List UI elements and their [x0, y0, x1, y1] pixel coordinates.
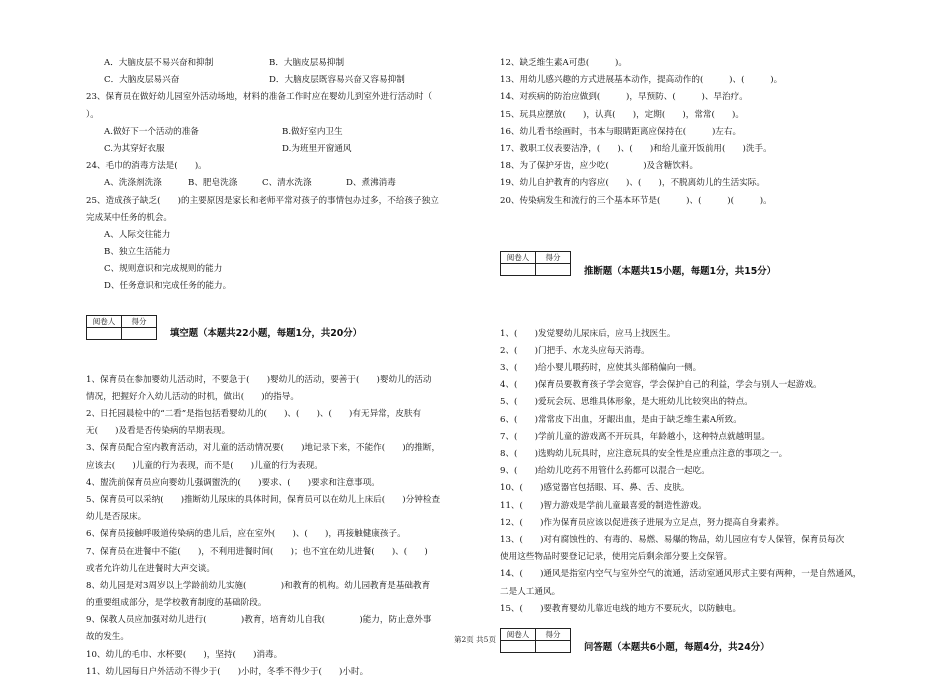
fill-line: 12、缺乏维生素A可患( )。 — [500, 58, 627, 68]
tf-line: 7、( )学前儿童的游戏离不开玩具，年龄越小，这种特点就越明显。 — [500, 431, 770, 442]
option: A、洗涤剂洗涤 — [104, 178, 162, 189]
tf-line: 14、( )通风是指室内空气与室外空气的流通，活动室通风形式主要有两种，一是自然通风， — [500, 569, 862, 580]
score-label: 得分 — [536, 628, 571, 640]
tf-line: 二是人工通风。 — [500, 586, 561, 597]
fill-line: 16、幼儿看书绘画时，书本与眼睛距离应保持在( )左右。 — [500, 126, 742, 137]
section-title: 问答题（本题共6小题，每题4分，共24分） — [584, 641, 770, 653]
option: B．大脑皮层易抑制 — [269, 58, 345, 68]
fill-section-header — [86, 296, 486, 372]
q22-options-row-2 — [86, 72, 486, 89]
fill-line: 18、为了保护牙齿，应少吃( )及含糖饮料。 — [500, 161, 699, 172]
option: C、规则意识和完成规则的能力 — [104, 264, 223, 275]
fill-line: 14、对疾病的防治应做到( )，早预防、( )、早治疗。 — [500, 92, 748, 103]
fill-line: 7、保育员在进餐中不能( )，不利用进餐时间( )；也不宜在幼儿进餐( )、( ) — [86, 546, 428, 557]
tf-line: 11、( )智力游戏是学前儿童最喜爱的制造性游戏。 — [500, 500, 707, 511]
fill-line: 3、保育员配合室内教育活动，对儿童的活动情况要( )地记录下来，不能作( )的推断， — [86, 443, 441, 454]
score-cell — [122, 327, 157, 339]
q22-options-row-1 — [86, 55, 486, 72]
option: D、任务意识和完成任务的能力。 — [104, 281, 232, 292]
fill-line: 1、保育员在参加婴幼儿活动时，不要急于( )婴幼儿的活动，要善于( )婴幼儿的活动 — [86, 374, 432, 385]
tf-line: 9、( )给幼儿吃药不用管什么药都可以混合一起吃。 — [500, 466, 710, 477]
tf-line: 12、( )作为保育员应该以促进孩子进展为立足点，努力提高自身素养。 — [500, 517, 785, 528]
tf-line: 2、( )门把手、水龙头应每天消毒。 — [500, 345, 650, 356]
tf-section-header — [500, 210, 908, 326]
option: C、清水洗涤 — [262, 178, 312, 189]
score-box — [86, 315, 157, 340]
fill-line: 20、传染病发生和流行的三个基本环节是( )、( )( )。 — [500, 195, 772, 206]
section-title: 推断题（本题共15小题，每题1分，共15分） — [584, 265, 776, 277]
question-24: 24、毛巾的消毒方法是( )。 — [86, 161, 207, 172]
q24-options — [86, 175, 486, 192]
page-footer: 第2页 共5页 — [454, 635, 496, 644]
tf-line: 6、( )常常皮下出血，牙龈出血，是由于缺乏维生素A所致。 — [500, 414, 742, 425]
fill-line: 幼儿是否尿床。 — [86, 512, 147, 523]
option: B.做好室内卫生 — [282, 126, 343, 137]
option: D、煮沸消毒 — [346, 178, 396, 189]
score-box — [500, 251, 571, 276]
scorer-cell — [501, 263, 536, 275]
tf-line: 1、( )发觉婴幼儿尿床后，应马上找医生。 — [500, 328, 676, 339]
score-label: 得分 — [536, 251, 571, 263]
option: A．大脑皮层不易兴奋和抑制 — [104, 58, 214, 68]
score-cell — [536, 263, 571, 275]
fill-line: 19、幼儿自护教育的内容应( )、( )，不脱离幼儿的生活实际。 — [500, 178, 765, 189]
fill-line: 11、幼儿园每日户外活动不得少于( )小时，冬季不得少于( )小时。 — [86, 666, 369, 677]
option: D.为班里开窗通风 — [282, 143, 352, 154]
option: A、人际交往能力 — [104, 229, 171, 240]
tf-line: 15、( )要教育婴幼儿靠近电线的地方不要玩火，以防触电。 — [500, 603, 742, 614]
fill-line: 8、幼儿园是对3周岁以上学龄前幼儿实施( )和教育的机构。幼儿园教育是基础教育 — [86, 580, 431, 591]
scorer-label: 阅卷人 — [501, 628, 536, 640]
fill-line: 的重要组成部分，是学校教育制度的基础阶段。 — [86, 598, 267, 609]
fill-line: 6、保育员接触呼吸道传染病的患儿后，应在室外( )、( )，再接触健康孩子。 — [86, 529, 406, 540]
tf-line: 8、( )选购幼儿玩具时，应注意玩具的安全性是应重点注意的事项之一。 — [500, 449, 788, 459]
option: C．大脑皮层易兴奋 — [104, 75, 180, 86]
fill-line: 5、保育员可以采纳( )推断幼儿尿床的具体时间，保育员可以在幼儿上床后( )分钟检查 — [86, 494, 441, 505]
option: A.做好下一个活动的准备 — [104, 126, 199, 137]
fill-line: 或者允许幼儿在进餐时大声交谈。 — [86, 563, 215, 574]
question-23-cont: ）。 — [86, 109, 99, 120]
option: B、独立生活能力 — [104, 247, 171, 258]
fill-line: 13、用幼儿感兴趣的方式进展基本动作，提高动作的( )、( )。 — [500, 75, 783, 86]
tf-line: 10、( )感觉器官包括眼、耳、鼻、舌、皮肤。 — [500, 483, 690, 494]
question-25-cont: 完成某中任务的机会。 — [86, 212, 172, 223]
option: C.为其穿好衣服 — [104, 143, 165, 154]
fill-line: 应该去( )儿童的行为表现，而不是( )儿童的行为表现。 — [86, 460, 323, 471]
tf-line: 3、( )给小婴儿喂药时，应使其头部稍偏向一侧。 — [500, 363, 702, 374]
tf-line: 4、( )保育员要教育孩子学会宽容，学会保护自己的利益，学会与别人一起游戏。 — [500, 380, 822, 391]
fill-line: 10、幼儿的毛巾、水杯要( )，坚持( )消毒。 — [86, 649, 283, 660]
left-column — [86, 55, 486, 681]
q23-options-row-1 — [86, 124, 486, 141]
scorer-cell — [87, 327, 122, 339]
scorer-label: 阅卷人 — [87, 315, 122, 327]
section-title: 填空题（本题共22小题，每题1分，共20分） — [170, 327, 362, 339]
fill-line: 故的发生。 — [86, 632, 129, 643]
score-label: 得分 — [122, 315, 157, 327]
tf-line: 13、( )对有腐蚀性的、有毒的、易燃、易爆的物品，幼儿园应有专人保管，保育员每次 — [500, 534, 845, 545]
fill-line: 无( )及看是否传染病的早期表现。 — [86, 426, 231, 437]
fill-line: 2、日托园晨检中的“二看”是指包括看婴幼儿的( )、( )、( )有无异常，皮肤有 — [86, 409, 422, 419]
q23-options-row-2 — [86, 141, 486, 158]
fill-line: 情况，把握好介入幼儿活动的时机，做出( )的指导。 — [86, 391, 299, 402]
fill-line: 15、玩具应摆放( )，认真( )，定期( )，常常( )。 — [500, 109, 745, 120]
option: B、肥皂洗涤 — [188, 178, 238, 189]
fill-line: 4、盥洗前保育员应向婴幼儿强调盥洗的( )要求、( )要求和注意事项。 — [86, 477, 380, 488]
fill-line: 17、教职工仪表要洁净，( )、( )和给儿童开饭前用( )洗手。 — [500, 143, 772, 154]
right-column — [500, 55, 908, 668]
scorer-label: 阅卷人 — [501, 251, 536, 263]
question-23: 23、保育员在做好幼儿园室外活动场地，材料的准备工作时应在婴幼儿到室外进行活动时（ — [86, 92, 433, 103]
tf-line: 使用这些物品时要登记记录，使用完后剩余部分要上交保管。 — [500, 552, 733, 563]
fill-line: 9、保教人员应加强对幼儿进行( )教育，培育幼儿自我( )能力，防止意外事 — [86, 615, 432, 626]
tf-line: 5、( )爱玩会玩、思维具体形象，是大班幼儿比较突出的特点。 — [500, 397, 753, 408]
question-25: 25、造成孩子缺乏( )的主要原因是家长和老师平常对孩子的事情包办过多，不给孩子独立 — [86, 195, 439, 206]
option: D．大脑皮层既容易兴奋又容易抑制 — [269, 75, 405, 86]
